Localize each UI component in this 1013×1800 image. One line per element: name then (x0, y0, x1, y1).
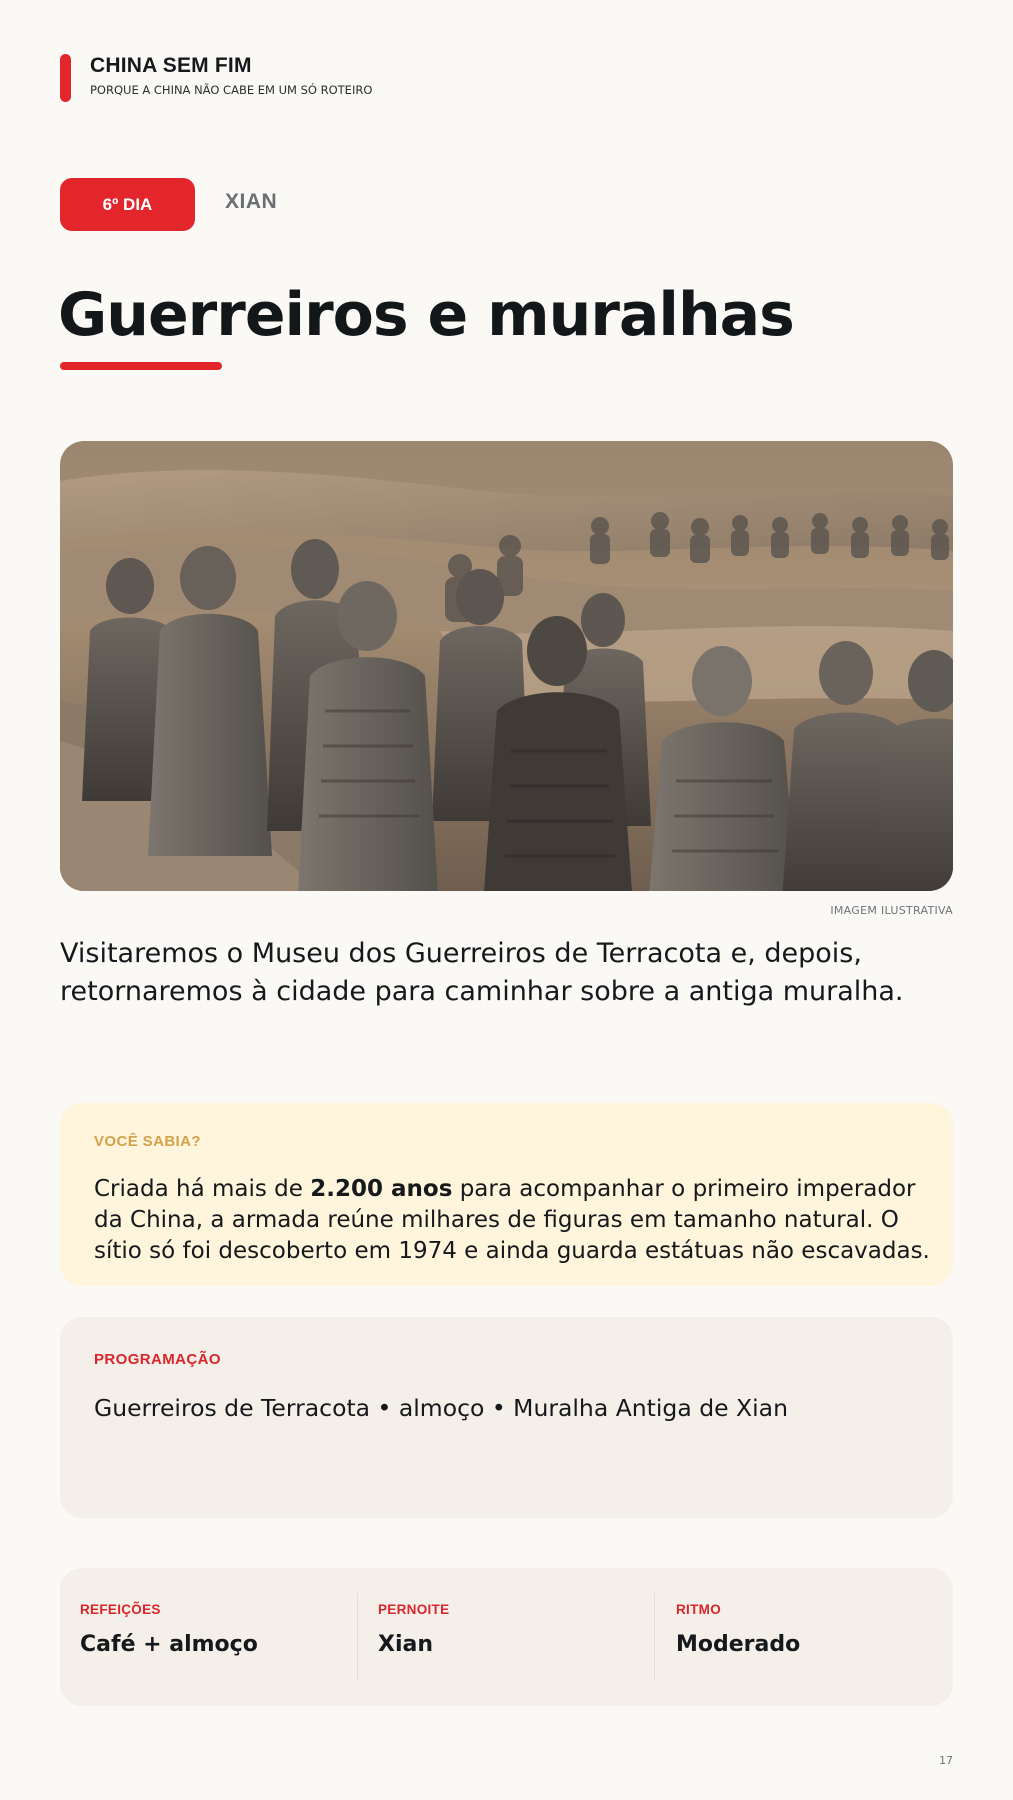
fact-text (94, 1174, 934, 1267)
image-caption: IMAGEM ILUSTRATIVA (830, 904, 953, 917)
fact-text-start: Criada há mais de (94, 1176, 311, 1202)
program-text: Guerreiros de Terracota • almoço • Muralha Antiga de Xian (94, 1394, 788, 1422)
info-pace-label: RITMO (676, 1602, 721, 1617)
city-label: XIAN (225, 190, 278, 213)
fact-label: VOCÊ SABIA? (94, 1133, 201, 1150)
info-meals-value: Café + almoço (80, 1632, 258, 1657)
day-badge: 6º DIA (60, 178, 195, 231)
title-underline (60, 362, 222, 370)
brand-subtitle: PORQUE A CHINA NÃO CABE EM UM SÓ ROTEIRO (90, 83, 373, 97)
info-divider (357, 1593, 358, 1681)
info-overnight-label: PERNOITE (378, 1602, 450, 1617)
info-pace-value: Moderado (676, 1632, 801, 1657)
info-divider (654, 1593, 655, 1681)
intro-paragraph: Visitaremos o Museu dos Guerreiros de Terracota e, depois, retornaremos à cidade para caminhar sobre a antiga muralha. (60, 938, 904, 1007)
terracotta-army-photo (60, 441, 953, 891)
fact-text-highlight: 2.200 anos (310, 1176, 453, 1202)
page-number: 17 (939, 1754, 953, 1767)
page-title: Guerreiros e muralhas (58, 280, 794, 350)
brand-accent-bar (60, 54, 71, 102)
fact-text-end: para acompanhar o primeiro imperador da China, a armada reúne milhares de figuras em tamanho natural. O sítio só foi descoberto em 1974 e ainda guarda estátuas não escavadas. (94, 1176, 930, 1264)
program-label: PROGRAMAÇÃO (94, 1351, 221, 1368)
info-overnight-value: Xian (378, 1632, 434, 1657)
brand-title: CHINA SEM FIM (90, 54, 252, 77)
info-meals-label: REFEIÇÕES (80, 1602, 161, 1617)
